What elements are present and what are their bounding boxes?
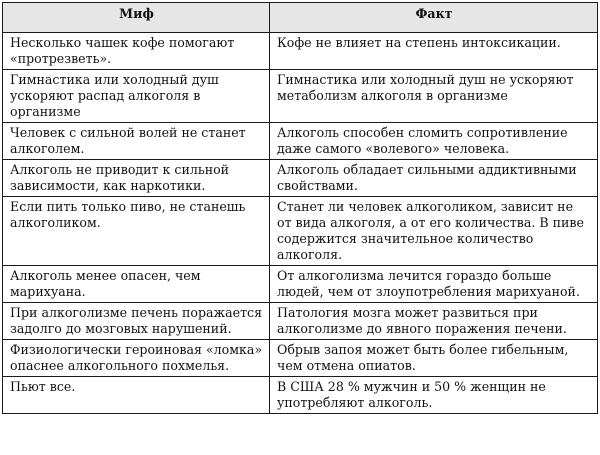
myth-cell: Человек с сильной волей не станет алкоголем. (3, 123, 270, 160)
fact-cell: Алкоголь способен сломить сопротивление даже самого «волевого» человека. (270, 123, 598, 160)
fact-cell: Гимнастика или холодный душ не ускоряют метаболизм алкоголя в организме (270, 70, 598, 123)
table-row (3, 266, 598, 303)
fact-cell: В США 28 % мужчин и 50 % женщин не употребляют алкоголь. (270, 377, 598, 414)
fact-cell: Станет ли человек алкоголиком, зависит не от вида алкоголя, а от его количества. В пиве содержится значительное количество алкоголя. (270, 197, 598, 266)
table-header-row (3, 3, 598, 33)
fact-cell: Алкоголь обладает сильными аддиктивными свойствами. (270, 160, 598, 197)
fact-cell: От алкоголизма лечится гораздо больше людей, чем от злоупотребления марихуаной. (270, 266, 598, 303)
table-row (3, 70, 598, 123)
myth-cell: Если пить только пиво, не станешь алкоголиком. (3, 197, 270, 266)
table-row (3, 377, 598, 414)
myth-cell: При алкоголизме печень поражается задолго до мозговых нарушений. (3, 303, 270, 340)
myth-cell: Несколько чашек кофе помогают «протрезветь». (3, 33, 270, 70)
table-row (3, 303, 598, 340)
myth-fact-table (2, 2, 598, 414)
myth-cell: Алкоголь не приводит к сильной зависимости, как наркотики. (3, 160, 270, 197)
myth-cell: Алкоголь менее опасен, чем марихуана. (3, 266, 270, 303)
myth-cell: Физиологически героиновая «ломка» опаснее алкогольного похмелья. (3, 340, 270, 377)
fact-cell: Патология мозга может развиться при алкоголизме до явного поражения печени. (270, 303, 598, 340)
column-header-fact: Факт (270, 3, 598, 33)
fact-cell: Кофе не влияет на степень интоксикации. (270, 33, 598, 70)
myth-cell: Пьют все. (3, 377, 270, 414)
table-row (3, 33, 598, 70)
table-row (3, 197, 598, 266)
myth-cell: Гимнастика или холодный душ ускоряют распад алкоголя в организме (3, 70, 270, 123)
column-header-myth: Миф (3, 3, 270, 33)
table-row (3, 340, 598, 377)
table-row (3, 123, 598, 160)
fact-cell: Обрыв запоя может быть более гибельным, чем отмена опиатов. (270, 340, 598, 377)
table-row (3, 160, 598, 197)
